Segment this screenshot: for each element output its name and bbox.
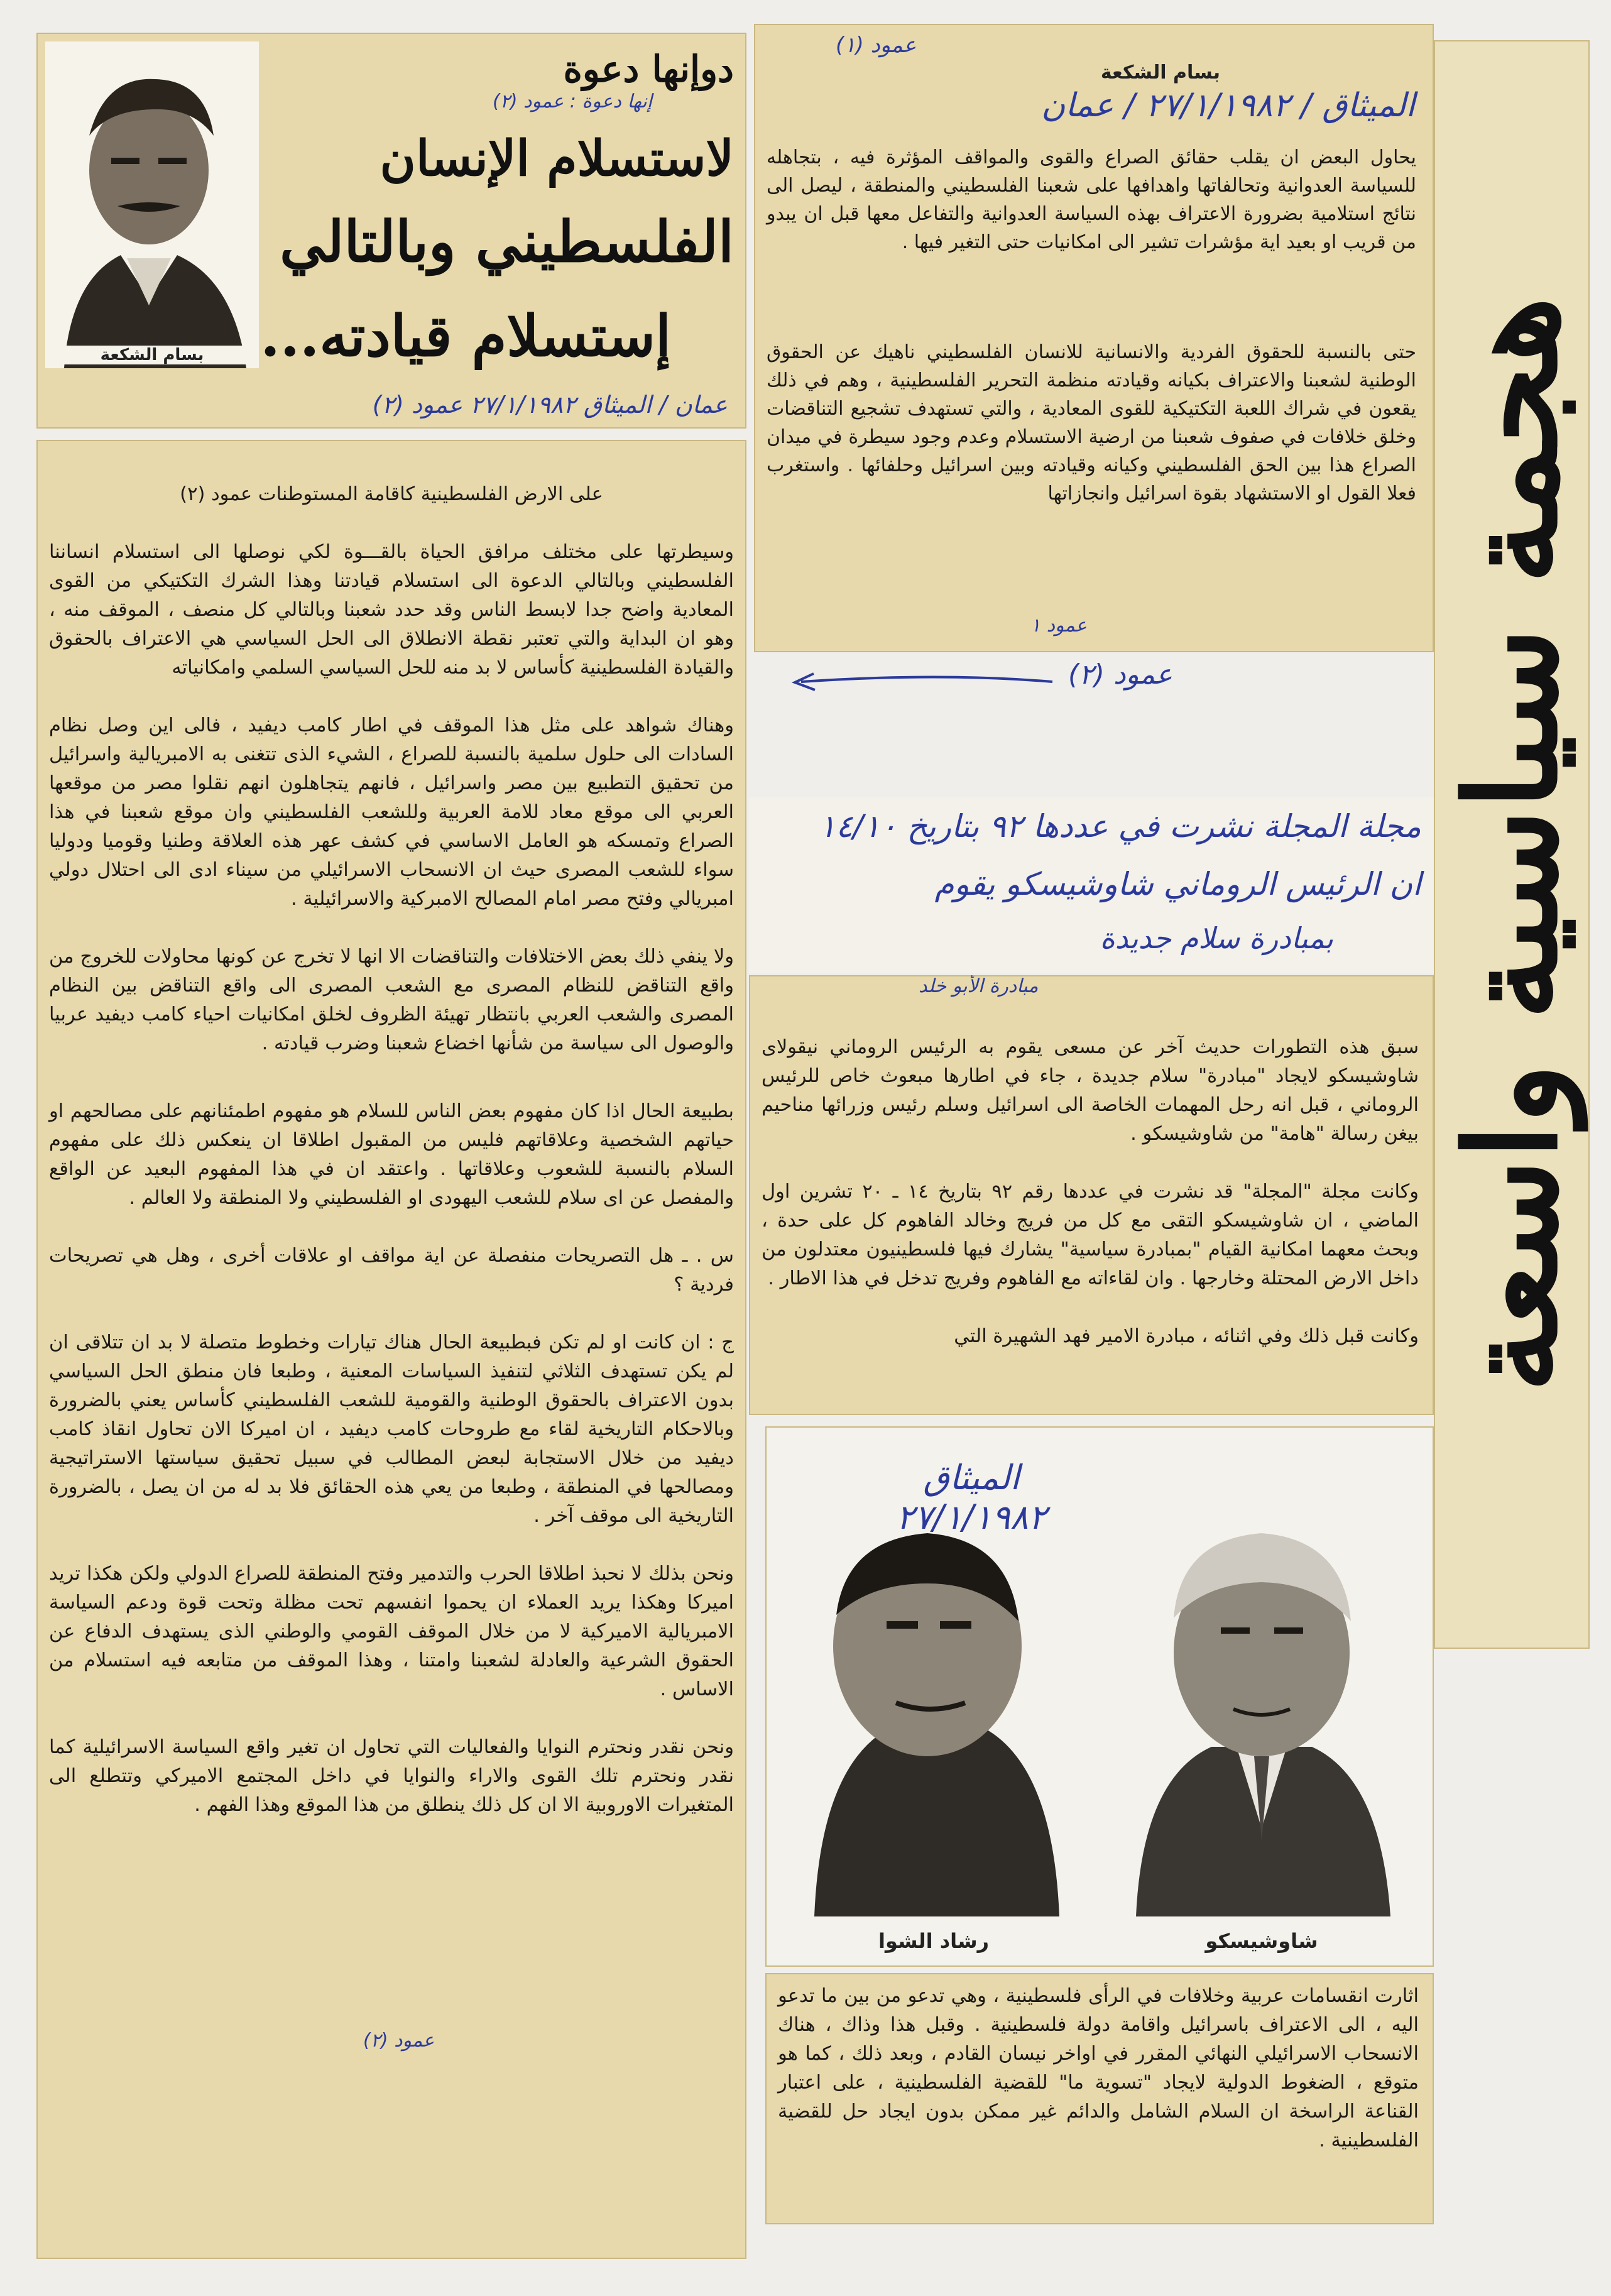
left-paragraph-1: على الارض الفلسطينية كاقامة المستوطنات عمود (٢) xyxy=(180,483,603,505)
headline-line-2: لاستسلام الإنسان xyxy=(380,130,734,187)
left-paragraph-8: ونحن بذلك لا نحبذ اطلاقا الحرب والتدمير وفتح المنطقة للصراع الدولي ولكن هكذا تريد اميركا وهكذا يريد العملاء ان يحموا انفسهم تحت مظلة وتحت قوة ودعم السياسة الامبريالية الاميركية لا من خلال الموقف القومي والوطني الذى يستهدف الدفاع عن الحقوق الشرعية والعادلة لشعبنا وامتنا ، وهذا الموقف من متابعه فيه استسلام من الاساس . xyxy=(49,1563,734,1700)
middle-paragraph-1: سبق هذه التطورات حديث آخر عن مسعى يقوم به الرئيس الروماني نيقولاى شاوشيسكو لايجاد "مبادرة" سلام جديدة ، جاء في اطارها مبعوث خاص للرئيس الروماني ، قبل انه رحل المهمات الخاصة الى اسرائيل وسلم رئيس وزرائها مناحيم بيغن رسالة "هامة" من شاوشيسكو . xyxy=(762,1036,1419,1145)
caption-ceausescu: شاوشيسكو xyxy=(1205,1929,1318,1953)
left-column-handwritten-note: عمود (٢) xyxy=(363,2030,435,2052)
vertical-headline: هجمة سياسية واسعة xyxy=(1438,296,1586,1393)
top-right-handwritten-date: الميثاق / ٢٧/١/١٩٨٢ / عمان xyxy=(1041,87,1415,124)
middle-right-text xyxy=(762,1004,1419,1380)
arrow-handwritten-note: عمود (٢) xyxy=(1068,659,1172,691)
bottom-right-paragraph: اثارت انقسامات عربية وخلافات في الرأى فلسطينية ، وهي تدعو من بين ما تدعو اليه ، الى الاعتراف باسرائيل واقامة دولة فلسطينية . وقبل هذا وذاك ، هناك الانسحاب الاسرائيلي النهائي المقرر في اواخر نيسان القادم ، وبعد ذلك ، كما هو متوقع ، الضغوط الدولية لايجاد "تسوية ما" للقضية الفلسطينية ، على اعتبار القناعة الراسخة ان السلام الشامل والدائم غير ممكن بدون ايجاد حل للقضية الفلسطينية . xyxy=(778,1985,1419,2151)
photo-ceausescu xyxy=(1105,1439,1419,1916)
top-left-clipping xyxy=(36,33,746,429)
headline-line-1: دوإنها دعوة xyxy=(563,48,734,90)
author-portrait xyxy=(45,41,259,368)
top-left-handwritten-date: عمان / الميثاق ٢٧/١/١٩٨٢ عمود (٢) xyxy=(372,391,728,418)
article-paragraph-2: حتى بالنسبة للحقوق الفردية والانسانية للانسان الفلسطيني ناهيك عن الحقوق الوطنية لشعبنا والاعتراف بكيانه وقيادته منظمة التحرير الفلسطينية ، وهم في ذلك يقعون في شراك اللعبة التكتيكية للقوى المعادية ، والتي تستهدف تشجيع التناقضات وخلق خلافات في صفوف شعبنا من ارضية الاستسلام وعدم وجود سيطرة في ميدان الصراع هذا بين الحق الفلسطيني وكيانه وقيادته وبين اسرائيل وحلفائها . واستغرب فعلا القول او الاستشهاد بقوة اسرائيل وانجازاتها xyxy=(767,341,1416,505)
ceausescu-portrait xyxy=(1105,1439,1419,1916)
top-right-clipping xyxy=(754,24,1434,652)
arrow-icon xyxy=(782,666,1059,697)
author-portrait-drawing xyxy=(45,41,259,368)
left-paragraph-6: س . ـ هل التصريحات منفصلة عن اية مواقف او علاقات أخرى ، وهل هي تصريحات فردية ؟ xyxy=(49,1245,734,1296)
left-paragraph-9: ونحن نقدر ونحترم النوايا والفعاليات التي تحاول ان تغير واقع السياسة الاسرائيلية كما نقدر ونحترم تلك القوى والاراء والنوايا في داخل المجتمع الاميركي وتتطلع الى المتغيرات الاوروبية الا ان كل ذلك ينطلق من هذا الموقع وهذا الفهم . xyxy=(49,1736,734,1816)
top-right-handwritten-footer: عمود ١ xyxy=(1030,615,1087,637)
left-paragraph-2: وسيطرتها على مختلف مرافق الحياة بالقـــوة لكي نوصلها الى استسلام انساننا الفلسطيني وبالتالي الدعوة الى استسلام قيادتنا وهذا الشرك التكتيكي من القوى المعادية واضح جدا لابسط الناس وقد حدد شعبنا وبالتالي كل منصف ، الموقف منه ، وهو ان البداية والتي تعتبر نقطة الانطلاق الى الحل السياسي هي الاعتراف بالحقوق والقيادة الفلسطينية كأساس لا بد منه للحل السياسي السلمي وامكانياته xyxy=(49,541,734,679)
left-column-clipping xyxy=(36,440,746,2259)
left-paragraph-3: وهناك شواهد على مثل هذا الموقف في اطار كامب ديفيد ، فالى اين وصل نظام السادات الى حلول سلمية بالنسبة للصراع ، الشيء الذى تتغنى به الامبريالية واسرائيل من تحقيق التطبيع بين مصر واسرائيل ، فانهم يتجاهلون انهم نقلوا مصر من موقعها العربي الى موقع معاد للامة العربية وللشعب الفلسطيني وان موقع شعبنا في هذا الصراع وتمسكه هو العامل الاساسي في كشف عهر هذه العلاقة وطنيا وقوميا ودوليا سواء للشعب المصرى حيث ان الانسحاب الاسرائيلي من سيناء ادى الى احتلال دولي امبريالي وفتح مصر امام المصالح الامبركية والاسرائيلية . xyxy=(49,714,734,910)
middle-right-clipping xyxy=(749,975,1434,1415)
photo-clipping xyxy=(765,1426,1434,1967)
note-line-2: ان الرئيس الروماني شاوشيسكو يقوم xyxy=(934,866,1421,902)
headline-line-3: الفلسطيني وبالتالي xyxy=(280,209,734,275)
middle-right-handwritten-side: مبادرة الأبو خلد xyxy=(919,975,1039,997)
photo-rashad-shawa xyxy=(777,1439,1091,1916)
bottom-right-clipping xyxy=(765,1973,1434,2224)
left-paragraph-5: بطبيعة الحال اذا كان مفهوم بعض الناس للسلام هو مفهوم اطمئنانهم على مصالحهم او حياتهم الشخصية وعلاقاتهم فليس من المقبول اطلاقا ان ينعكس ذلك على مفهوم السلام بالنسبة للشعوب وعلاقاتها . واعتقد ان في هذا المفهوم البعيد عن الواقع والمفصل عن اى سلام للشعب اليهودى او الفلسطيني ولا المنطقة ولا العالم . xyxy=(49,1100,734,1209)
middle-paragraph-2: وكانت مجلة "المجلة" قد نشرت في عددها رقم ٩٢ بتاريخ ١٤ ـ ٢٠ تشرين اول الماضي ، ان شاوشيسكو التقى مع كل من فريج وخالد الفاهوم كل على حدة ، وبحث معهما امكانية القيام "بمبادرة سياسية" يشارك فيها فلسطينيون معتدلون من داخل الارض المحتلة وخارجها . وان لقاءاته مع الفاهوم وفريج تدخل في هذا الاطار . xyxy=(762,1181,1419,1289)
top-right-handwritten-header: عمود (١) xyxy=(836,33,917,58)
handwritten-note-box xyxy=(749,797,1434,973)
middle-paragraph-3: وكانت قبل ذلك وفي اثنائه ، مبادرة الامير فهد الشهيرة التي xyxy=(954,1325,1419,1347)
note-line-1: مجلة المجلة نشرت في عددها ٩٢ بتاريخ ١٤/١٠ xyxy=(819,808,1421,845)
portrait-caption: بسام الشكعة xyxy=(45,346,259,364)
left-column-text xyxy=(49,451,734,1849)
left-paragraph-4: ولا ينفي ذلك بعض الاختلافات والتناقضات الا انها لا تخرج عن كونها محاولات للخروج من واقع التناقض للنظام المصرى مع الشعب المصرى الى واقع التناقض بين النظام المصرى والشعب العربي بانتظار تهيئة الظروف لخلق امكانيات احياء كامب ديفيد عربيا والوصول الى سياسة من شأنها اخضاع شعبنا وضرب قيادته . xyxy=(49,946,734,1054)
photo-handwritten-date: الميثاق ٢٧/١/١٩٨٢ xyxy=(896,1458,1047,1537)
note-line-3: بمبادرة سلام جديدة xyxy=(1100,921,1333,955)
byline: بسام الشكعة xyxy=(1100,62,1220,84)
left-paragraph-7: ج : ان كانت او لم تكن فبطبيعة الحال هناك تيارات وخطوط متصلة لا بد ان تتلاقى ان لم يكن تستهدف الثلاثي لتنفيذ السياسات المعنية ، وطبعا فان منطق الحل السياسي بدون الاعتراف بالحقوق الوطنية والقومية للشعب الفلسطيني كأساس يعني بالضرورة وبالاحكام التاريخية لقاء مع طروحات كامب ديفيد ، ان اميركا الان تحاول انقاذ كامب ديفيد من خلال الاستجابة لبعض المطالب في سبيل تحقيق سياستها الاستراتيجية ومصالحها في المنطقة ، وطبعا من يعي هذه الحقائق فلا بد له من ان يصل ، بالضرورة التاريخية الى موقف آخر . xyxy=(49,1331,734,1527)
caption-rashad-shawa: رشاد الشوا xyxy=(878,1929,990,1953)
top-left-handwritten-note: إنها دعوة : عمود (٢) xyxy=(492,90,652,112)
headline-line-4: إستسلام قيادته... xyxy=(260,303,671,369)
vertical-headline-strip xyxy=(1434,40,1590,1649)
article-paragraph-1: يحاول البعض ان يقلب حقائق الصراع والقوى والمواقف المؤثرة فيه ، بتجاهله للسياسة العدوانية وتحالفاتها واهدافها على شعبنا الفلسطيني والمنطقة ، ليصل الى نتائج استلامية بضرورة الاعتراف بهذه السياسة العدوانية والتفاعل معها قبل ان يبدو من قريب او بعيد اية مؤشرات تشير الى امكانيات حتى التغير فيها . xyxy=(767,146,1416,253)
